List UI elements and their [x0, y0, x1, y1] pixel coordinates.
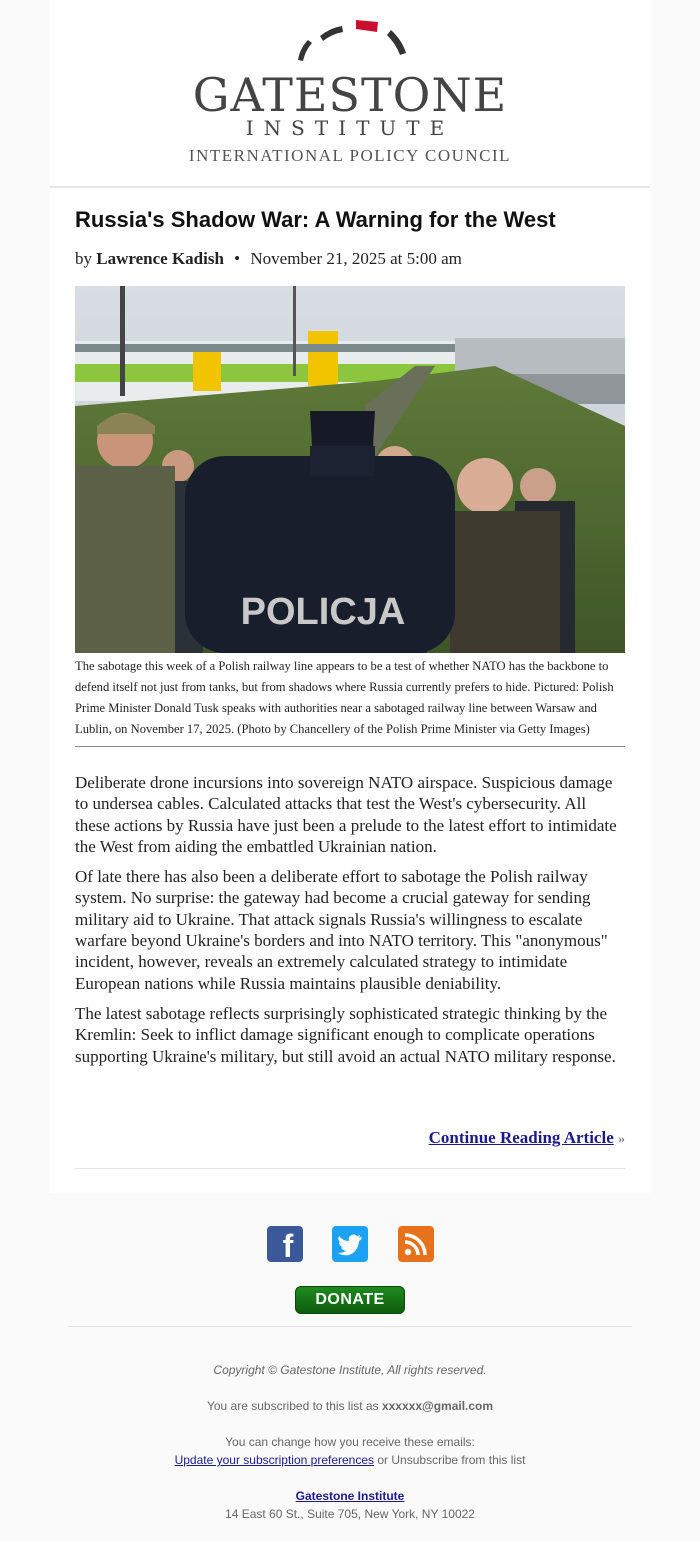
footer-divider — [68, 1326, 632, 1327]
copyright-text: Copyright © Gatestone Institute, All rights reserved. — [213, 1363, 487, 1377]
article-title[interactable]: Russia's Shadow War: A Warning for the West — [75, 207, 556, 232]
logo-arcs-icon — [290, 18, 415, 63]
divider — [75, 1168, 625, 1169]
donate-button[interactable]: DONATE — [295, 1286, 405, 1314]
svg-text:f: f — [282, 1228, 294, 1262]
byline-bullet: • — [234, 249, 241, 268]
paragraph: Deliberate drone incursions into sovereign NATO airspace. Suspicious damage to undersea cables. Calculated attacks that test the West's cybersecurity. All these actions by Russia have just been a prelude to the latest effort to intimidate the West from aiding the embattled Ukrainian nation. — [75, 773, 617, 856]
byline — [75, 247, 635, 271]
continue-reading-link[interactable]: Continue Reading Article — [428, 1128, 614, 1147]
unsubscribe-text[interactable]: or Unsubscribe from this list — [377, 1453, 526, 1467]
byline-prefix: by — [75, 249, 92, 268]
subscription-links — [0, 1452, 700, 1469]
article-photo — [75, 286, 625, 653]
org-address: 14 East 60 St., Suite 705, New York, NY 10022 — [225, 1507, 475, 1521]
rss-icon — [398, 1226, 434, 1262]
logo-wordmark: GATESTONE — [192, 68, 508, 122]
continue-reading-chevron-icon: » — [618, 1132, 625, 1147]
subscribed-prefix: You are subscribed to this list as — [206, 1399, 379, 1413]
article-image[interactable] — [75, 286, 625, 653]
subscriber-email: xxxxxx@gmail.com — [381, 1399, 494, 1413]
twitter-button[interactable] — [332, 1226, 368, 1262]
org-name-link[interactable]: Gatestone Institute — [295, 1489, 405, 1503]
paragraph: Of late there has also been a deliberate effort to sabotage the Polish railway system. No surprise: the gateway had become a crucial gateway for sending military aid to Ukraine. That attack signals Russia's willingness to escalate warfare beyond Ukraine's borders and into NATO territory. This "anonymous" incident, however, reveals an extremely calculated strategy to intimidate European nations while Russia maintains plausible deniability. — [75, 867, 608, 993]
update-preferences-link[interactable]: Update your subscription preferences — [174, 1453, 375, 1467]
twitter-icon — [332, 1226, 368, 1262]
facebook-button[interactable] — [267, 1226, 303, 1262]
image-caption: The sabotage this week of a Polish railway line appears to be a test of whether NATO has the backbone to defend itself not just from tanks, but from shadows where Russia currently prefers to hide. Pictured: Polish Prime Minister Donald Tusk speaks with authorities near a sabotaged railway line between Warsaw and Lublin, on November 17, 2025. (Photo by Chancellery of the Polish Prime Minister via Getty Images) — [75, 656, 625, 747]
subscription-notice — [0, 1398, 700, 1415]
publish-date: November 21, 2025 at 5:00 am — [250, 249, 462, 268]
logo-institute: INSTITUTE — [245, 116, 455, 140]
article-body — [75, 772, 625, 1076]
org-info — [0, 1488, 700, 1505]
continue-reading — [75, 1126, 625, 1152]
author-name: Lawrence Kadish — [96, 249, 224, 268]
social-links — [267, 1226, 437, 1264]
change-notice: You can change how you receive these emails: — [225, 1435, 475, 1449]
paragraph: The latest sabotage reflects surprisingly sophisticated strategic thinking by the Kremlin: Seek to inflict damage significant enough to complicate operations supporting Ukraine's military, but still avoid an actual NATO military response. — [75, 1003, 616, 1066]
facebook-icon — [267, 1226, 303, 1262]
email-card — [50, 0, 650, 1193]
logo-council: INTERNATIONAL POLICY COUNCIL — [188, 146, 512, 165]
rss-button[interactable] — [398, 1226, 434, 1262]
header-logo[interactable] — [50, 0, 650, 188]
policja-label: POLICJA — [240, 591, 406, 633]
